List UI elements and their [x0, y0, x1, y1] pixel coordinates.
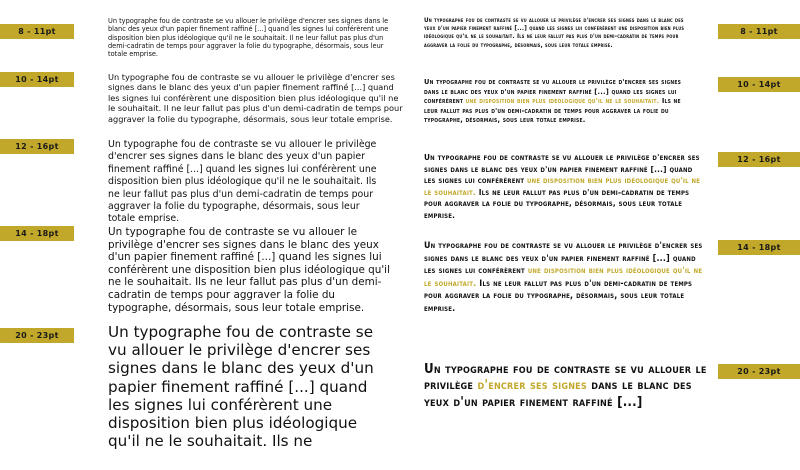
specimen-left-8-11: Un typographe fou de contraste se vu allouer le privilège d'encrer ses signes dans le blanc des yeux d'un papier finement raffiné [...] quand les signes lui conférèrent une disposition bien plus idéologique qu'il ne le souhaitait. Il ne leur fallut pas plus d'un demi-cadratin de temps pour aggraver la folie du typographe, désormais, sous leur totale emprise. — [108, 17, 389, 59]
specimen-right-14-18-text-c: Ils ne leur fallut pas plus d'un demi-cadratin de temps pour aggraver la folie du typographe, désormais, sous leur totale emprise. — [424, 278, 693, 314]
specimen-right-14-18-highlight: une disposition bien plus idéologique qu'il ne le souhaitait. — [424, 266, 703, 289]
specimen-right-12-16-text-a: Un typographe fou de contraste se vu allouer le privilège d'encrer ses signes dans le blanc des yeux d'un papier finement raffiné [...] quand les signes lui conférèrent — [424, 152, 700, 185]
specimen-right-14-18 — [424, 240, 704, 316]
size-tag-right-12-16: 12 - 16pt — [718, 152, 800, 167]
specimen-right-10-14-highlight: une disposition bien plus idéologique qu'il ne le souhaitait. — [465, 96, 660, 106]
specimen-left-20-23: Un typographe fou de contraste se vu allouer le privilège d'encrer ses signes dans le blanc des yeux d'un papier finement raffiné [...] quand les signes lui conférèrent une disposition bien plus idéologique qu'il ne le souhaitait. Ils ne — [108, 323, 374, 451]
specimen-right-14-18-text-a: Un typographe fou de contraste se vu allouer le privilège d'encrer ses signes dans le blanc des yeux d'un papier finement raffiné [...] quand les signes lui conférèrent — [424, 241, 703, 277]
specimen-left-12-16: Un typographe fou de contraste se vu allouer le privilège d'encrer ses signes dans le blanc des yeux d'un papier finement raffiné [...] quand les signes lui conférèrent une disposition bien plus idéologique qu'il ne le souhaitait. Ils ne leur fallut pas plus d'un demi-cadratin de temps pour aggraver la folie du typographe, désormais, sous leur totale emprise. — [108, 139, 377, 225]
specimen-right-20-23-highlight: d'encrer ses signes — [477, 378, 587, 394]
specimen-right-12-16-text-c: Ils ne leur fallut pas plus d'un demi-cadratin de temps pour aggraver la folie du typographe, désormais, sous leur totale emprise. — [424, 186, 690, 220]
specimen-right-20-23-text-a: Un typographe fou de contraste se vu allouer le privilège — [424, 362, 707, 394]
specimen-left-14-18: Un typographe fou de contraste se vu allouer le privilège d'encrer ses signes dans le blanc des yeux d'un papier finement raffiné [...] quand les signes lui conférèrent une disposition bien plus idéologique qu'il ne le souhaitait. Ils ne leur fallut pas plus d'un demi-cadratin de temps pour aggraver la folie du typographe, désormais, sous leur totale emprise. — [108, 226, 390, 314]
specimen-right-12-16 — [424, 152, 704, 221]
size-tag-8-11: 8 - 11pt — [0, 24, 74, 39]
specimen-right-12-16-highlight: une disposition bien plus idéologique qu'il ne le souhaitait. — [424, 175, 701, 197]
size-tag-right-14-18: 14 - 18pt — [718, 240, 800, 255]
specimen-right-20-23-text-c: dans le blanc des yeux d'un papier finement raffiné [...] — [424, 378, 692, 410]
specimen-right-10-14-text-a: Un typographe fou de contraste se vu allouer le privilège d'encrer ses signes dans le blanc des yeux d'un papier finement raffiné [...] quand les signes lui conférèrent — [424, 77, 682, 106]
specimen-right-8-11: Un typographe fou de contraste se vu allouer le privilège d'encrer ses signes dans le blanc des yeux d'un papier finement raffiné [...] quand les signes lui conférèrent une disposition bien plus idéologique qu'il ne le souhaitait. Ils ne leur fallut pas plus d'un demi-cadratin de temps pour aggraver la folie du typographe, désormais, sous leur totale emprise. — [424, 17, 685, 49]
size-tag-right-8-11: 8 - 11pt — [718, 24, 800, 39]
size-tag-20-23: 20 - 23pt — [0, 328, 74, 343]
size-tag-right-20-23: 20 - 23pt — [718, 364, 800, 379]
specimen-left-10-14: Un typographe fou de contraste se vu allouer le privilège d'encrer ses signes dans le blanc des yeux d'un papier finement raffiné [...] quand les signes lui conférèrent une disposition bien plus idéologique qu'il ne le souhaitait. Il ne leur fallut pas plus d'un demi-cadratin de temps pour aggraver la folie du typographe, désormais, sous leur totale emprise. — [108, 72, 403, 124]
specimen-right-20-23 — [424, 362, 714, 411]
specimen-right-10-14 — [424, 77, 694, 125]
size-tag-12-16: 12 - 16pt — [0, 139, 74, 154]
specimen-right-10-14-text-c: Ils ne leur fallut pas plus d'un demi-cadratin de temps pour aggraver la folie du typographe, désormais, sous leur totale emprise. — [424, 96, 681, 125]
size-tag-10-14: 10 - 14pt — [0, 72, 74, 87]
size-tag-right-10-14: 10 - 14pt — [718, 77, 800, 92]
size-tag-14-18: 14 - 18pt — [0, 226, 74, 241]
